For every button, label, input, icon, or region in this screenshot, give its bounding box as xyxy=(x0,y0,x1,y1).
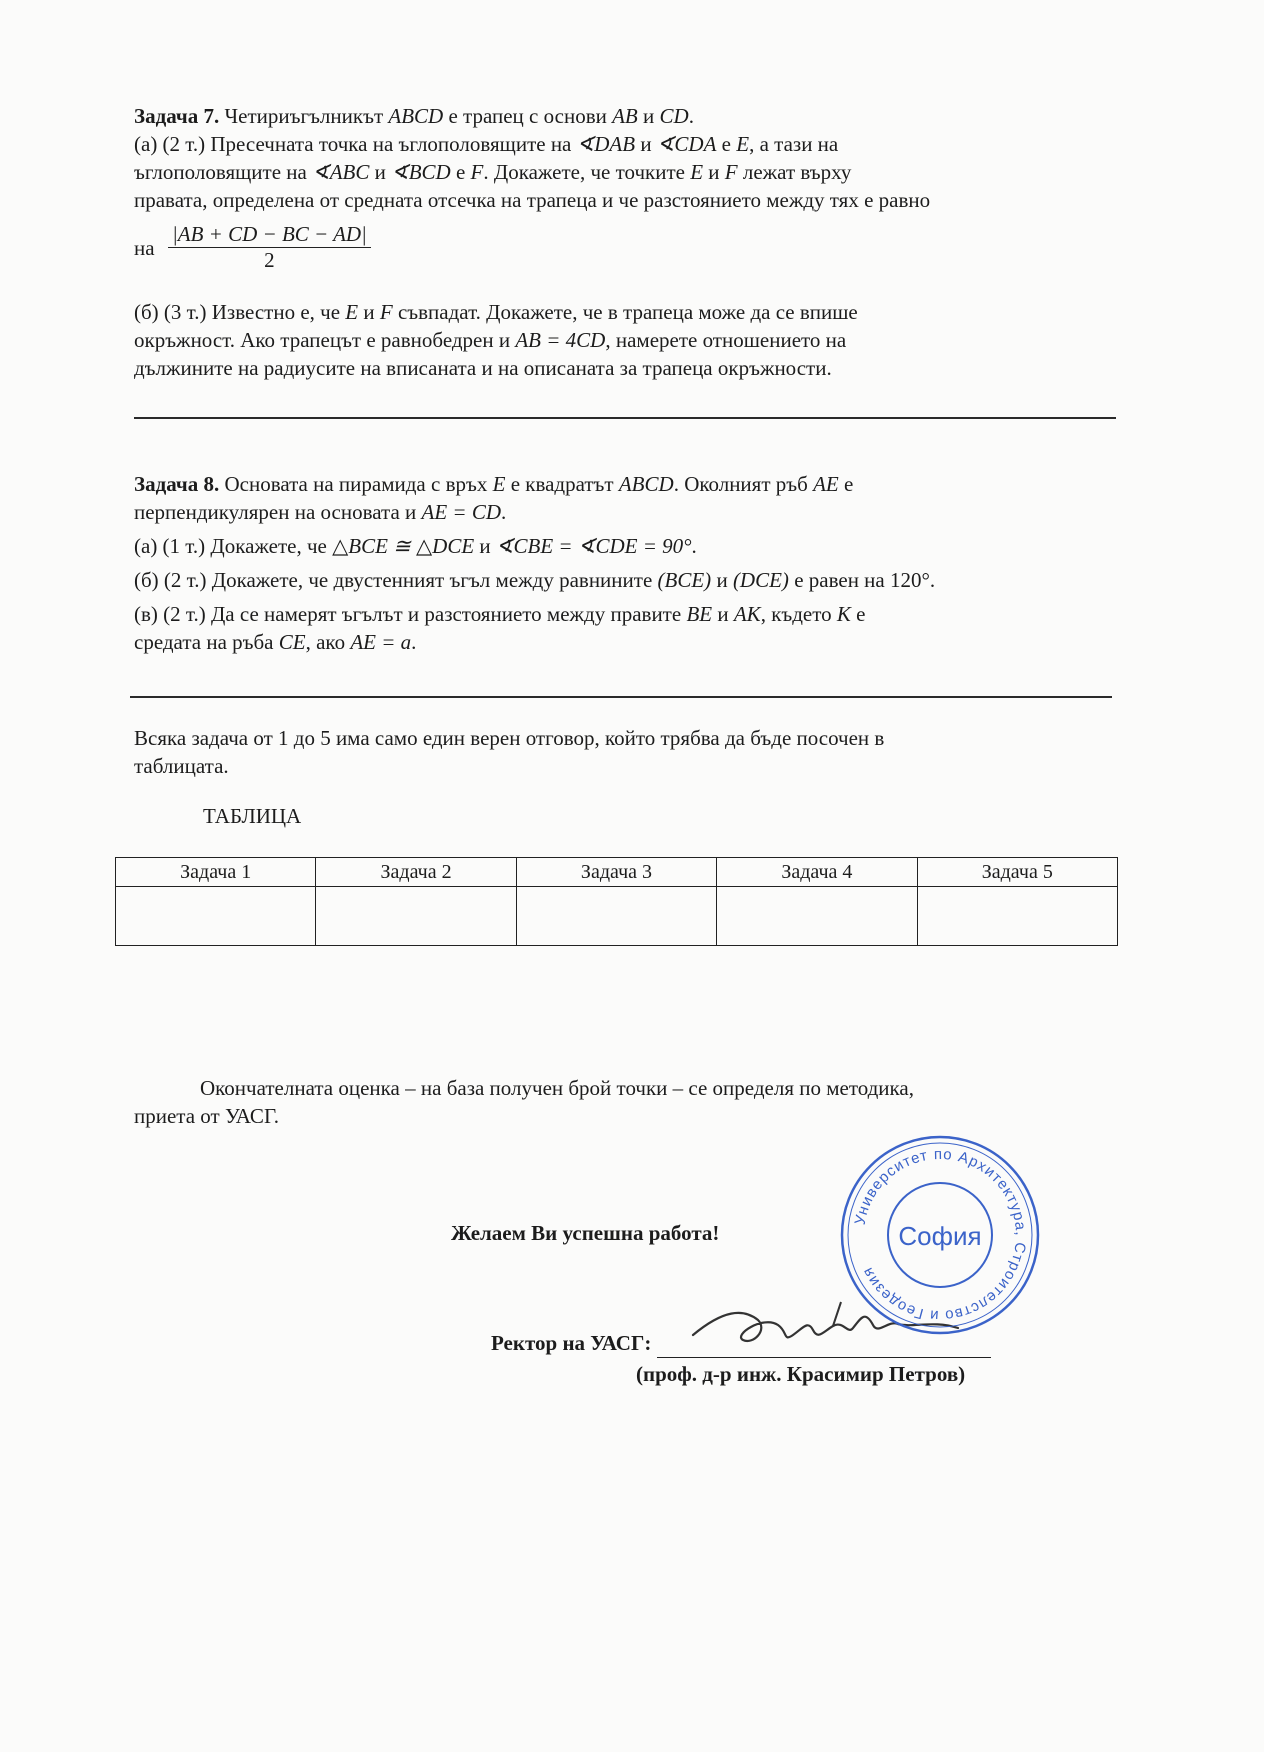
grading-block xyxy=(134,1074,1124,1130)
answer-cell-3[interactable] xyxy=(516,887,716,946)
task7-b-line3: дължините на радиусите на вписаната и на описаната за трапеца окръжности. xyxy=(134,356,832,380)
task8-line1: Задача 8. Основата на пирамида с връх E е квадратът ABCD. Околният ръб AE е xyxy=(134,472,854,496)
task7-a-line4: на xyxy=(134,236,155,260)
university-stamp-icon xyxy=(838,1133,1042,1337)
task7-title: Задача 7. xyxy=(134,104,220,128)
wish-text: Желаем Ви успешна работа! xyxy=(451,1221,720,1245)
instructions-block xyxy=(134,724,1124,780)
divider-2 xyxy=(130,696,1112,698)
answer-header-5: Задача 5 xyxy=(917,858,1117,887)
task8-title: Задача 8. xyxy=(134,472,220,496)
task7-a-line3: правата, определена от средната отсечка на трапеца и че разстоянието между тях е равно xyxy=(134,188,931,212)
task7-a-line1: (а) (2 т.) Пресечната точка на ъглополовящите на ∢DAB и ∢CDA е E, а тази на xyxy=(134,132,839,156)
answer-table-header-row xyxy=(116,858,1118,887)
instructions-line2: таблицата. xyxy=(134,754,229,778)
task8-b: (б) (2 т.) Докажете, че двустенният ъгъл между равнините (BCE) и (DCE) е равен на 120°. xyxy=(134,568,936,592)
answer-table xyxy=(115,857,1118,946)
fraction-denominator: 2 xyxy=(264,248,275,272)
instructions-line1: Всяка задача от 1 до 5 има само един верен отговор, който трябва да бъде посочен в xyxy=(134,726,885,750)
task8-c-line2: средата на ръба CE, ако AE = a. xyxy=(134,630,417,654)
grading-line1: Окончателната оценка – на база получен брой точки – се определя по методика, xyxy=(200,1076,914,1100)
answer-table-answer-row xyxy=(116,887,1118,946)
answer-header-2: Задача 2 xyxy=(316,858,516,887)
answer-cell-5[interactable] xyxy=(917,887,1117,946)
task8-a: (а) (1 т.) Докажете, че △BCE ≅ △DCE и ∢CBE = ∢CDE = 90°. xyxy=(134,534,697,558)
answer-header-1: Задача 1 xyxy=(116,858,316,887)
rector-label: Ректор на УАСГ: xyxy=(491,1331,657,1355)
fraction-numerator: |AB + CD − BC − AD| xyxy=(168,222,371,248)
task7-b-block xyxy=(134,298,1124,382)
answer-header-3: Задача 3 xyxy=(516,858,716,887)
answer-cell-1[interactable] xyxy=(116,887,316,946)
task8-line2: перпендикулярен на основата и AE = CD. xyxy=(134,500,507,524)
task8-c-line1: (в) (2 т.) Да се намерят ъгълът и разстоянието между правите BE и AK, където K е xyxy=(134,602,866,626)
task7-line1: Задача 7. Четириъгълникът ABCD е трапец с основи AB и CD. xyxy=(134,104,694,128)
answer-cell-2[interactable] xyxy=(316,887,516,946)
task7-b-line1: (б) (3 т.) Известно е, че E и F съвпадат. Докажете, че в трапеца може да се впише xyxy=(134,300,858,324)
grading-line2: приета от УАСГ. xyxy=(134,1104,279,1128)
divider-1 xyxy=(134,417,1116,419)
table-title: ТАБЛИЦА xyxy=(203,804,302,828)
task7-fraction xyxy=(168,222,371,273)
answer-cell-4[interactable] xyxy=(717,887,917,946)
task8-block xyxy=(134,470,1124,656)
stamp-center-text: София xyxy=(898,1221,982,1251)
task7-b-line2: окръжност. Ако трапецът е равнобедрен и AB = 4CD, намерете отношението на xyxy=(134,328,847,352)
rector-name: (проф. д-р инж. Красимир Петров) xyxy=(636,1362,966,1386)
stamp-ring-text: Университет по Архитектура, Строителство и Геодезия xyxy=(851,1145,1030,1325)
answer-header-4: Задача 4 xyxy=(717,858,917,887)
task7-a-line2: ъглополовящите на ∢ABC и ∢BCD е F. Докажете, че точките E и F лежат върху xyxy=(134,160,852,184)
